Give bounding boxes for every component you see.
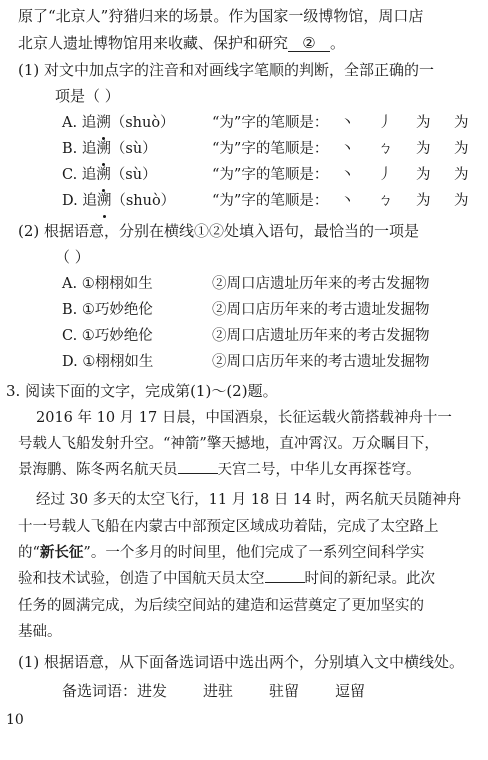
q2-stem-line-2: （ ） (55, 248, 90, 266)
q1-option-c-strokes (340, 165, 488, 185)
stroke: 丿 (378, 167, 393, 183)
emphasis-char (96, 139, 111, 159)
q1-option-d-word (62, 191, 175, 211)
emphasis-char (96, 113, 111, 133)
stroke: 为 (454, 141, 469, 157)
text-segment: 景海鹏、陈冬两名航天员 (18, 462, 178, 478)
passage-line-2-text: 北京人遗址博物馆用来收藏、保护和研究 (18, 34, 289, 52)
stroke: 丶 (340, 141, 355, 157)
emph-text: 溯 (96, 167, 111, 183)
q2-option-c-label: C. ①巧妙绝伦 (62, 328, 153, 344)
pinyin: （sù） (110, 141, 157, 157)
stroke: 为 (416, 115, 431, 131)
option-label: D. 追 (62, 193, 97, 209)
q3-para2-line-1: 经过 30 多天的太空飞行，11 月 18 日 14 时，两名航天员随神舟 (36, 492, 462, 508)
q2-option-b-text: ②周口店历年来的考古遗址发掘物 (212, 302, 430, 318)
emph-text: 溯 (96, 141, 111, 157)
emph-text: 溯 (96, 193, 112, 209)
stroke: 丶 (340, 167, 355, 183)
stroke: 丶 (340, 193, 355, 209)
text-segment: 天宫二号，中华儿女再探苍穹。 (217, 462, 421, 478)
q1-option-b-strokes (340, 139, 488, 159)
q2-option-a-label: A. ①栩栩如生 (62, 276, 153, 292)
emphasis-char (97, 191, 112, 211)
q1-option-d-strokes (340, 191, 488, 211)
q3-para2-line-4 (18, 569, 435, 589)
option-label: A. 追 (62, 115, 97, 131)
option-label: C. 追 (62, 167, 97, 183)
q2-option-d-label: D. ①栩栩如生 (62, 354, 154, 370)
stroke: ㄅ (378, 141, 393, 157)
stroke: 为 (416, 193, 431, 209)
q3-sub1-stem: (1) 根据语意，从下面备选词语中选出两个，分别填入文中横线处。 (18, 653, 465, 671)
pinyin: （sù） (110, 167, 157, 183)
page-number: 10 (6, 712, 24, 728)
q1-option-a-word (62, 113, 175, 133)
stroke: 为 (454, 167, 469, 183)
candidate-word: 逗留 (335, 682, 366, 700)
q3-para2-line-5: 任务的圆满完成，为后续空间站的建造和运营奠定了更加坚实的 (18, 598, 424, 614)
stroke: 为 (416, 167, 431, 183)
q1-option-c-word (62, 165, 157, 185)
q3-para2-line-3 (18, 543, 424, 563)
passage-line-1: 原了“北京人”狩猎归来的场景。作为国家一级博物馆，周口店 (18, 7, 424, 25)
stroke: 丿 (378, 115, 393, 131)
option-label: B. 追 (62, 141, 97, 157)
emph-text: 溯 (96, 115, 111, 131)
q1-option-a-text: “为”字的笔顺是： (212, 115, 329, 131)
q1-option-a-strokes (340, 113, 488, 133)
text-segment: 的“ (18, 545, 40, 561)
text-segment: ”。一个多月的时间里，他们完成了一系列空间科学实 (83, 545, 425, 561)
q1-stem-line-2: 项是（ ） (55, 87, 120, 105)
blank-fill-1 (178, 473, 218, 474)
stroke: 为 (416, 141, 431, 157)
passage-line-2-end: 。 (330, 34, 346, 52)
q2-option-a-text: ②周口店遗址历年来的考古发掘物 (212, 276, 430, 292)
candidate-word: 驻留 (269, 682, 300, 700)
stroke: 为 (454, 115, 469, 131)
q1-option-b-text: “为”字的笔顺是： (212, 141, 329, 157)
candidate-word: 进驻 (203, 682, 234, 700)
stroke: 丶 (340, 115, 355, 131)
bold-term: 新长征 (39, 544, 84, 561)
emphasis-char (96, 165, 111, 185)
stroke: 为 (454, 193, 469, 209)
q1-option-b-word (62, 139, 157, 159)
q3-para2-line-2: 十一号载人飞船在内蒙古中部预定区域成功着陆，完成了太空路上 (18, 519, 439, 535)
blank-fill-2 (265, 582, 305, 583)
q2-option-d-text: ②周口店历年来的考古遗址发掘物 (212, 354, 430, 370)
blank-2: ② (288, 35, 330, 52)
text-segment: 时间的新纪录。此次 (304, 571, 435, 587)
pinyin: （shuò） (110, 115, 175, 131)
words-label: 备选词语： (62, 682, 138, 700)
q3-para2-line-6: 基础。 (18, 624, 62, 640)
q3-para1-line-3 (18, 460, 421, 480)
text-segment: 验和技术试验，创造了中国航天员太空 (18, 571, 265, 587)
q3-title: 3. 阅读下面的文字，完成第(1)～(2)题。 (6, 382, 278, 400)
candidate-words (62, 681, 365, 701)
q2-stem-line-1: (2) 根据语意，分别在横线①②处填入语句，最恰当的一项是 (18, 222, 420, 240)
passage-line-2 (18, 33, 345, 53)
pinyin: （shuò） (111, 193, 176, 209)
q3-para1-line-1: 2016 年 10 月 17 日晨，中国酒泉，长征运载火箭搭载神舟十一 (36, 410, 452, 426)
stroke: ㄅ (378, 193, 393, 209)
candidate-word: 进发 (137, 682, 168, 700)
q1-stem-line-1: (1) 对文中加点字的注音和对画线字笔顺的判断，全部正确的一 (18, 61, 435, 79)
emphasis-dot (103, 215, 106, 218)
q3-para1-line-2: 号载人飞船发射升空。“神箭”擎天撼地，直冲霄汉。万众瞩目下， (18, 436, 439, 452)
q1-option-d-text: “为”字的笔顺是： (212, 193, 329, 209)
q2-option-c-text: ②周口店遗址历年来的考古发掘物 (212, 328, 430, 344)
q1-option-c-text: “为”字的笔顺是： (212, 167, 329, 183)
q2-option-b-label: B. ①巧妙绝伦 (62, 302, 153, 318)
